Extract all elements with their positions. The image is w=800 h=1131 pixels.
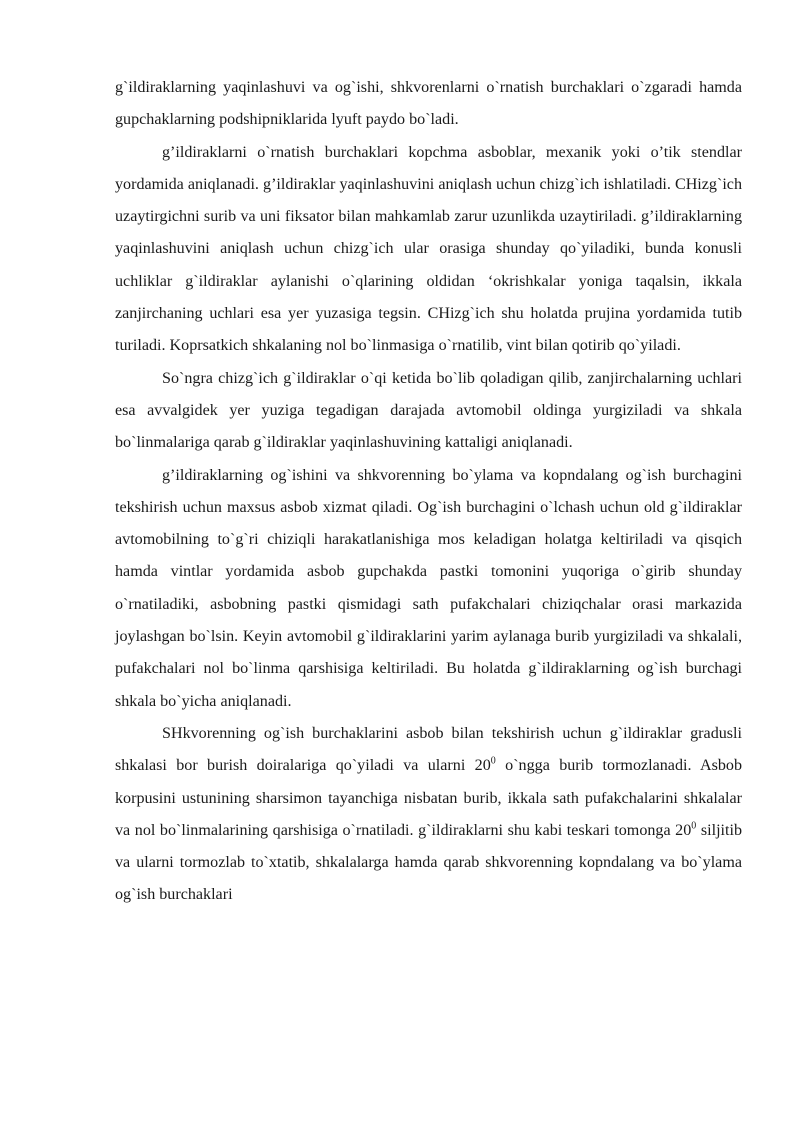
paragraph-5-part-b: o`ngga burib tormozlanadi. Asbob korpusini ustunining sharsimon tayanchiga nisbatan burib, ikkala sath pufakchalarini shkalalar va nol bo`linmalarining qarshisiga o`rnatiladi. g`ildiraklarni shu kabi teskari tomonga 20 bbox=[115, 757, 742, 839]
paragraph-3: So`ngra chizg`ich g`ildiraklar o`qi ketida bo`lib qoladigan qilib, zanjirchalarning uchlari esa avvalgidek yer yuziga tegadigan darajada avtomobil oldinga yurgiziladi va shkala bo`linmalariga qarab g`ildiraklar yaqinlashuvining kattaligi aniqlanadi. bbox=[115, 369, 742, 452]
degree-superscript: 0 bbox=[490, 755, 496, 767]
paragraph-5 bbox=[115, 718, 742, 912]
paragraph-4: g’ildiraklarning og`ishini va shkvorenning bo`ylama va kopndalang og`ish burchagini tekshirish uchun maxsus asbob xizmat qiladi. Og`ish burchagini o`lchash uchun old g`ildiraklar avtomobilning to`g`ri chiziqli harakatlanishiga mos keladigan holatga keltiriladi va qisqich hamda vintlar yordamida asbob gupchakda pastki tomonini yuqoriga o`girib shunday o`rnatiladiki, asbobning pastki qismidagi sath pufakchalari chiziqchalar orasi markazida joylashgan bo`lsin. Keyin avtomobil g`ildiraklarini yarim aylanaga burib yurgiziladi va shkalali, pufakchalari nol bo`linma qarshisiga keltiriladi. Bu holatda g`ildiraklarning og`ish burchagi shkala bo`yicha aniqlanadi. bbox=[115, 466, 742, 710]
document-page bbox=[115, 72, 742, 912]
degree-superscript: 0 bbox=[691, 820, 697, 832]
paragraph-2: g’ildiraklarni o`rnatish burchaklari kopchma asboblar, mexanik yoki o’tik stendlar yordamida aniqlanadi. g’ildiraklar yaqinlashuvini aniqlash uchun chizg`ich ishlatiladi. CHizg`ich uzaytirgichni surib va uni fiksator bilan mahkamlab zarur uzunlikda uzaytiriladi. g’ildiraklarning yaqinlashuvini aniqlash uchun chizg`ich ular orasiga shunday qo`yiladiki, bunda konusli uchliklar g`ildiraklar aylanishi o`qlarining oldidan ‘okrishkalar yoniga taqalsin, ikkala zanjirchaning uchlari esa yer yuzasiga tegsin. CHizg`ich shu holatda prujina yordamida tutib turiladi. Koprsatkich shkalaning nol bo`linmasiga o`rnatilib, vint bilan qotirib qo`yiladi. bbox=[115, 143, 742, 355]
paragraph-5-part-a: SHkvorenning og`ish burchaklarini asbob bilan tekshirish uchun g`ildiraklar gradusli shkalasi bor burish doiralariga qo`yiladi va ularni 20 bbox=[115, 724, 742, 775]
paragraph-5-part-c: siljitib va ularni tormozlab to`xtatib, shkalalarga hamda qarab shkvorenning kopndalang va bo`ylama og`ish burchaklari bbox=[115, 821, 742, 904]
paragraph-1: g`ildiraklarning yaqinlashuvi va og`ishi, shkvorenlarni o`rnatish burchaklari o`zgaradi hamda gupchaklarning podshipniklarida lyuft paydo bo`ladi. bbox=[115, 79, 742, 129]
